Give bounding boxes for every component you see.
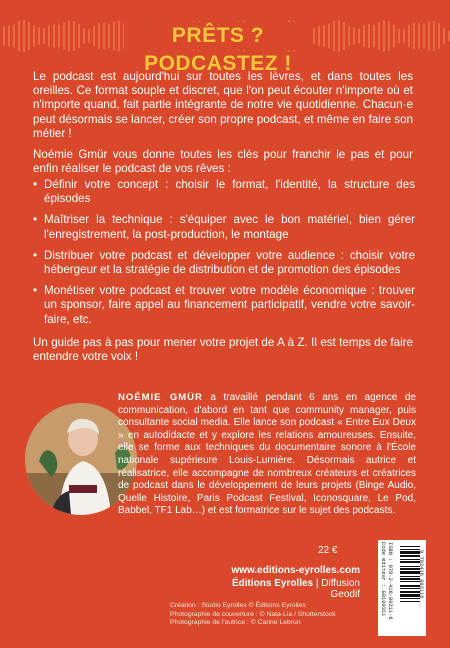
price: 22 € (318, 545, 338, 556)
barcode-number: 9 782416 003116 (418, 550, 424, 599)
list-item: • Distribuer votre podcast et développer votre audience : choisir votre hébergeur et la stratégie de distribution et de promotion des épisodes (33, 249, 415, 277)
publisher-line (205, 578, 360, 600)
barcode-bar (400, 581, 420, 582)
barcode-block (378, 540, 426, 636)
barcode-bar (400, 591, 420, 593)
credit-cover-photo: Photographie de couverture : © Nata-Lia / Shutterstock (170, 610, 336, 618)
page-title: PRÊTS ? PODCASTEZ ! (144, 24, 292, 75)
feature-list (33, 178, 415, 334)
author-name: NOÉMIE GMÜR (118, 392, 203, 403)
title-box (124, 22, 312, 75)
barcode-bar (400, 555, 420, 557)
barcode-bar (400, 546, 420, 547)
barcode-bar (400, 561, 420, 563)
author-bio-text: a travaillé pendant 6 ans en agence de communication, d'abord en tant que community manager, puis consultante social media. Elle lance son podcast « Entre Eux Deux » en autodidacte et y explore les relations amoureuses. Ensuite, elle se forme aux techniques du documentaire sonore à l'École nationale supérieure Louis-Lumière. Désormais autrice et réalisatrice, elle accompagne de nombreux créateurs et créatrices de podcast dans le développement de leurs projets (Binge Audio, Quelle Histoire, Paris Podcast Festival, Iconosquare, Le Pod, Babbel, TF1 Lab…) et est formatrice sur le sujet des podcasts. (118, 392, 416, 517)
intro-paragraph-3: Un guide pas à pas pour mener votre projet de A à Z. Il est temps de faire entendre votre voix ! (33, 336, 413, 364)
barcode-bar (400, 576, 420, 577)
barcode-bar (400, 568, 420, 570)
barcode-bar (400, 588, 420, 589)
barcode-bar (400, 566, 420, 567)
code-editeur: Code éditeur : G0100311 (380, 542, 386, 617)
barcode-bar (400, 598, 420, 599)
publisher-separator: | (313, 578, 322, 589)
credits (170, 602, 370, 628)
distributor-name: Diffusion Geodif (321, 578, 360, 600)
credit-author-photo: Photographie de l'autrice : © Carine Lebrun (170, 619, 301, 627)
publisher-name: Éditions Eyrolles (231, 578, 314, 589)
credit-design: Création : Studio Eyrolles © Éditions Eyrolles (170, 602, 306, 609)
publisher-website[interactable]: www.editions-eyrolles.com (231, 565, 360, 576)
barcode-bar (400, 551, 420, 554)
barcode-bar (400, 559, 420, 560)
barcode-bar (400, 549, 420, 550)
barcode-bar (400, 571, 420, 574)
list-item: • Maîtriser la technique : s'équiper avec le bon matériel, bien gérer l'enregistrement, la post-production, le montage (33, 213, 415, 241)
intro-paragraph-2: Noémie Gmür vous donne toutes les clés pour franchir le pas et pour enfin réaliser le podcast de vos rêves : (33, 148, 413, 176)
list-item: • Monétiser votre podcast et trouver votre modèle économique : trouver un sponsor, faire appel au financement participatif, vendre votre savoir-faire, etc. (33, 284, 415, 327)
barcode-bar (400, 578, 420, 580)
barcode-bar (400, 601, 420, 602)
barcode-bar (400, 585, 420, 587)
isbn: ISBN : 978-2-416-00311-6 (387, 542, 393, 620)
intro-paragraph-1: Le podcast est aujourd'hui sur toutes les lèvres, et dans toutes les oreilles. Ce format souple et discret, que l'on peut écouter n'importe où et n'importe quand, fait partie intégrante de notre vie quotidienne. Chacun·e peut désormais se lancer, créer son propre podcast, et même en faire son métier ! (33, 70, 413, 140)
list-item: • Définir votre concept : choisir le format, l'identité, la structure des épisodes (33, 178, 415, 206)
author-bio (118, 392, 416, 518)
barcode-bar (400, 594, 420, 597)
